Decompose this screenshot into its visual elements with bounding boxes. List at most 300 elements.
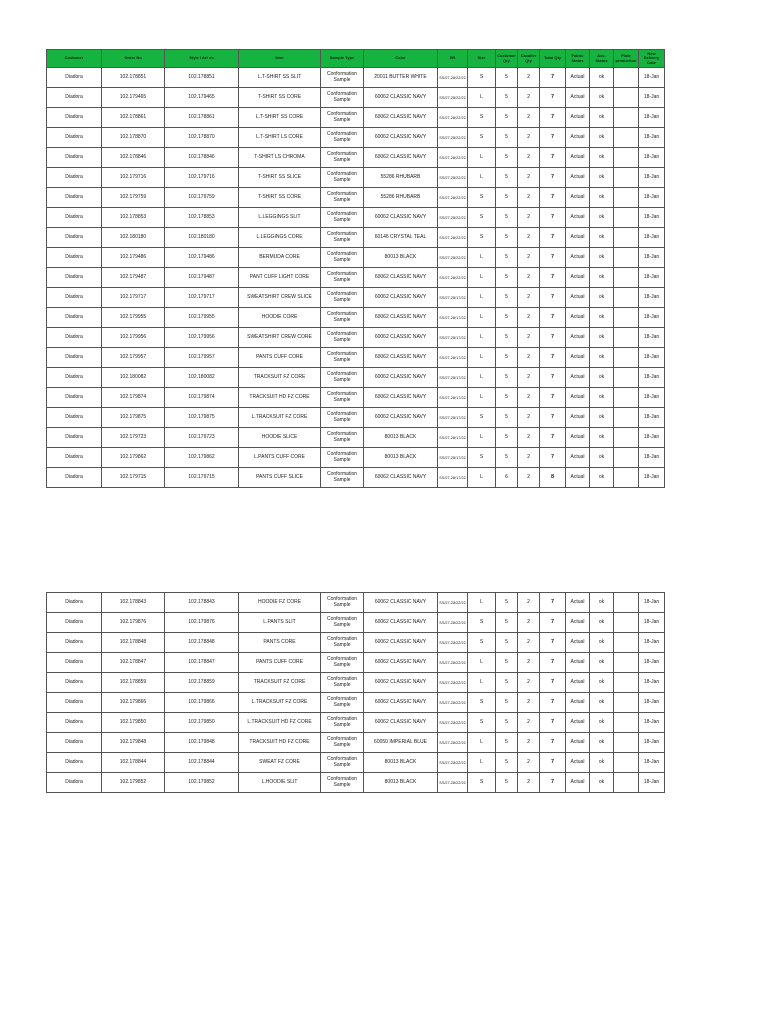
cell-fabric-status: Actual [566, 733, 590, 753]
cell-color: 60062 CLASSIC NAVY [364, 88, 438, 108]
cell-plate-production [614, 388, 639, 408]
cell-order-no: 102.179956 [102, 328, 165, 348]
cell-sr: SS/27-28/22/22 [438, 613, 468, 633]
cell-cavalier-qty: 2 [518, 308, 540, 328]
cell-fabric-status: Actual [566, 348, 590, 368]
cell-order-no: 102.178851 [102, 68, 165, 88]
cell-sample-type: Conformation Sample [321, 693, 364, 713]
header-customer: Customer [47, 50, 102, 68]
cell-customer-qty: 5 [496, 593, 518, 613]
cell-color: 60062 CLASSIC NAVY [364, 713, 438, 733]
cell-fabric-status: Actual [566, 593, 590, 613]
cell-customer-qty: 5 [496, 633, 518, 653]
cell-new-delivery-date: 18-Jan [639, 673, 665, 693]
cell-size: L [468, 348, 496, 368]
cell-acc-status: ok [590, 88, 614, 108]
cell-color: 60050 IMPERIAL BLUE [364, 733, 438, 753]
cell-color: 80013 BLACK [364, 428, 438, 448]
cell-color: 60062 CLASSIC NAVY [364, 288, 438, 308]
table-row [47, 773, 665, 793]
cell-acc-status: ok [590, 653, 614, 673]
cell-sr: SS/27-28/22/22 [438, 773, 468, 793]
cell-plate-production [614, 248, 639, 268]
cell-acc-status: ok [590, 693, 614, 713]
cell-customer: Diadora [47, 613, 102, 633]
cell-color: 60062 CLASSIC NAVY [364, 108, 438, 128]
cell-cavalier-qty: 2 [518, 593, 540, 613]
cell-cavalier-qty: 2 [518, 753, 540, 773]
cell-customer: Diadora [47, 633, 102, 653]
cell-new-delivery-date: 18-Jan [639, 188, 665, 208]
cell-order-no: 102.179957 [102, 348, 165, 368]
cell-size: L [468, 268, 496, 288]
cell-new-delivery-date: 18-Jan [639, 168, 665, 188]
cell-customer: Diadora [47, 653, 102, 673]
cell-order-no: 102.178870 [102, 128, 165, 148]
cell-size: S [468, 693, 496, 713]
cell-item: L.PANTS CUFF CORE [239, 448, 321, 468]
cell-color: 60062 CLASSIC NAVY [364, 408, 438, 428]
cell-fabric-status: Actual [566, 88, 590, 108]
cell-customer-qty: 5 [496, 653, 518, 673]
cell-plate-production [614, 188, 639, 208]
cell-customer: Diadora [47, 208, 102, 228]
cell-order-no: 102.179487 [102, 268, 165, 288]
table-row [47, 713, 665, 733]
cell-total-qty: 7 [540, 673, 566, 693]
cell-new-delivery-date: 18-Jan [639, 368, 665, 388]
cell-item: T-SHIRT SS SLICE [239, 168, 321, 188]
cell-sample-type: Conformation Sample [321, 753, 364, 773]
cell-item: PANTS CORE [239, 633, 321, 653]
cell-item: PANT CUFF LIGHT CORE [239, 268, 321, 288]
cell-customer: Diadora [47, 408, 102, 428]
cell-size: L [468, 388, 496, 408]
cell-color: 20011 BUTTER WHITE [364, 68, 438, 88]
cell-size: S [468, 68, 496, 88]
cell-plate-production [614, 428, 639, 448]
cell-customer-qty: 5 [496, 328, 518, 348]
cell-order-no: 102.179852 [102, 773, 165, 793]
cell-sr: SS/27-28/22/22 [438, 753, 468, 773]
cell-size: L [468, 248, 496, 268]
cell-item: L.TRACKSUIT HD FZ CORE [239, 713, 321, 733]
cell-size: S [468, 408, 496, 428]
cell-acc-status: ok [590, 68, 614, 88]
cell-plate-production [614, 68, 639, 88]
cell-total-qty: 7 [540, 108, 566, 128]
cell-sr: SS/27-28/17/22 [438, 288, 468, 308]
table-row [47, 128, 665, 148]
cell-size: S [468, 613, 496, 633]
header-sr: SR [438, 50, 468, 68]
cell-new-delivery-date: 18-Jan [639, 388, 665, 408]
cell-sample-type: Conformation Sample [321, 148, 364, 168]
cell-new-delivery-date: 18-Jan [639, 248, 665, 268]
cell-cavalier-qty: 2 [518, 653, 540, 673]
table-row [47, 188, 665, 208]
cell-style-art-no: 102.179862 [165, 448, 239, 468]
cell-customer-qty: 5 [496, 773, 518, 793]
cell-item: L.TRACKSUIT FZ CORE [239, 408, 321, 428]
cell-total-qty: 7 [540, 593, 566, 613]
cell-new-delivery-date: 18-Jan [639, 733, 665, 753]
cell-item: SWEAT FZ CORE [239, 753, 321, 773]
cell-acc-status: ok [590, 148, 614, 168]
cell-sr: SS/27-28/17/22 [438, 468, 468, 488]
cell-cavalier-qty: 2 [518, 388, 540, 408]
cell-style-art-no: 102.179956 [165, 328, 239, 348]
cell-acc-status: ok [590, 613, 614, 633]
cell-size: L [468, 428, 496, 448]
cell-total-qty: 8 [540, 468, 566, 488]
cell-total-qty: 7 [540, 348, 566, 368]
cell-sr: SS/27-28/17/22 [438, 348, 468, 368]
cell-order-no: 102.179874 [102, 388, 165, 408]
cell-item: TRACKSUIT FZ CORE [239, 368, 321, 388]
cell-new-delivery-date: 18-Jan [639, 288, 665, 308]
cell-fabric-status: Actual [566, 128, 590, 148]
cell-sr: SS/27-28/17/22 [438, 448, 468, 468]
cell-sample-type: Conformation Sample [321, 428, 364, 448]
cell-sample-type: Conformation Sample [321, 228, 364, 248]
cell-sample-type: Conformation Sample [321, 308, 364, 328]
cell-total-qty: 7 [540, 168, 566, 188]
cell-sr: SS/27-28/22/22 [438, 108, 468, 128]
cell-sr: SS/27-28/22/22 [438, 593, 468, 613]
cell-fabric-status: Actual [566, 713, 590, 733]
table-row [47, 348, 665, 368]
cell-style-art-no: 102.179717 [165, 288, 239, 308]
cell-item: L.LEGGINGS SLIT [239, 208, 321, 228]
cell-new-delivery-date: 18-Jan [639, 88, 665, 108]
cell-fabric-status: Actual [566, 753, 590, 773]
cell-color: 60062 CLASSIC NAVY [364, 128, 438, 148]
cell-plate-production [614, 653, 639, 673]
cell-style-art-no: 102.179850 [165, 713, 239, 733]
cell-total-qty: 7 [540, 753, 566, 773]
cell-acc-status: ok [590, 753, 614, 773]
cell-sample-type: Conformation Sample [321, 613, 364, 633]
cell-customer: Diadora [47, 268, 102, 288]
cell-cavalier-qty: 2 [518, 773, 540, 793]
cell-acc-status: ok [590, 248, 614, 268]
cell-style-art-no: 102.178861 [165, 108, 239, 128]
cell-style-art-no: 102.179715 [165, 468, 239, 488]
cell-order-no: 102.178844 [102, 753, 165, 773]
cell-acc-status: ok [590, 448, 614, 468]
cell-size: S [468, 713, 496, 733]
cell-item: BERMUDA CORE [239, 248, 321, 268]
cell-item: L.LEGGINGS CORE [239, 228, 321, 248]
cell-cavalier-qty: 2 [518, 68, 540, 88]
cell-plate-production [614, 448, 639, 468]
cell-plate-production [614, 593, 639, 613]
cell-size: L [468, 148, 496, 168]
cell-fabric-status: Actual [566, 168, 590, 188]
cell-plate-production [614, 228, 639, 248]
cell-size: S [468, 448, 496, 468]
cell-acc-status: ok [590, 368, 614, 388]
cell-sample-type: Conformation Sample [321, 68, 364, 88]
cell-sr: SS/27-28/22/22 [438, 88, 468, 108]
cell-customer: Diadora [47, 733, 102, 753]
cell-sample-type: Conformation Sample [321, 633, 364, 653]
cell-fabric-status: Actual [566, 208, 590, 228]
cell-plate-production [614, 613, 639, 633]
cell-size: S [468, 633, 496, 653]
table-row [47, 408, 665, 428]
cell-order-no: 102.179715 [102, 468, 165, 488]
table-row [47, 428, 665, 448]
cell-cavalier-qty: 2 [518, 713, 540, 733]
cell-sr: SS/27-28/22/22 [438, 148, 468, 168]
cell-size: L [468, 673, 496, 693]
cell-order-no: 102.179723 [102, 428, 165, 448]
cell-cavalier-qty: 2 [518, 693, 540, 713]
cell-style-art-no: 102.178844 [165, 753, 239, 773]
cell-item: PANTS CUFF SLICE [239, 468, 321, 488]
cell-sample-type: Conformation Sample [321, 268, 364, 288]
header-row [47, 50, 665, 68]
cell-item: L.T-SHIRT LS CORE [239, 128, 321, 148]
cell-customer: Diadora [47, 68, 102, 88]
cell-new-delivery-date: 18-Jan [639, 148, 665, 168]
cell-size: L [468, 753, 496, 773]
order-table-bottom [46, 592, 665, 793]
cell-total-qty: 7 [540, 288, 566, 308]
cell-item: T-SHIRT LS CHROMA [239, 148, 321, 168]
cell-order-no: 102.179875 [102, 408, 165, 428]
cell-order-no: 102.179465 [102, 88, 165, 108]
cell-total-qty: 7 [540, 633, 566, 653]
cell-total-qty: 7 [540, 408, 566, 428]
cell-fabric-status: Actual [566, 613, 590, 633]
cell-customer-qty: 5 [496, 208, 518, 228]
cell-acc-status: ok [590, 773, 614, 793]
cell-customer: Diadora [47, 593, 102, 613]
cell-cavalier-qty: 2 [518, 368, 540, 388]
cell-order-no: 102.178847 [102, 653, 165, 673]
cell-color: 60062 CLASSIC NAVY [364, 388, 438, 408]
cell-cavalier-qty: 2 [518, 428, 540, 448]
table-row [47, 248, 665, 268]
order-table-top [46, 49, 665, 488]
cell-cavalier-qty: 2 [518, 448, 540, 468]
table-row [47, 633, 665, 653]
cell-sr: SS/27-28/17/22 [438, 328, 468, 348]
table-row [47, 468, 665, 488]
cell-new-delivery-date: 18-Jan [639, 68, 665, 88]
cell-order-no: 102.178843 [102, 593, 165, 613]
header-item: Item [239, 50, 321, 68]
cell-fabric-status: Actual [566, 408, 590, 428]
cell-customer: Diadora [47, 713, 102, 733]
cell-item: TRACKSUIT FZ CORE [239, 673, 321, 693]
cell-plate-production [614, 693, 639, 713]
cell-plate-production [614, 368, 639, 388]
cell-customer: Diadora [47, 88, 102, 108]
cell-customer-qty: 5 [496, 713, 518, 733]
cell-color: 80013 BLACK [364, 248, 438, 268]
cell-order-no: 102.179486 [102, 248, 165, 268]
cell-customer: Diadora [47, 308, 102, 328]
cell-style-art-no: 102.178851 [165, 68, 239, 88]
cell-style-art-no: 102.179723 [165, 428, 239, 448]
table-row [47, 208, 665, 228]
cell-fabric-status: Actual [566, 228, 590, 248]
cell-customer-qty: 5 [496, 428, 518, 448]
cell-customer-qty: 5 [496, 108, 518, 128]
cell-plate-production [614, 773, 639, 793]
cell-new-delivery-date: 18-Jan [639, 693, 665, 713]
cell-size: S [468, 128, 496, 148]
cell-style-art-no: 102.180180 [165, 228, 239, 248]
cell-new-delivery-date: 18-Jan [639, 593, 665, 613]
cell-sample-type: Conformation Sample [321, 188, 364, 208]
cell-fabric-status: Actual [566, 673, 590, 693]
cell-cavalier-qty: 2 [518, 733, 540, 753]
cell-customer: Diadora [47, 428, 102, 448]
cell-color: 60062 CLASSIC NAVY [364, 468, 438, 488]
cell-sample-type: Conformation Sample [321, 593, 364, 613]
cell-fabric-status: Actual [566, 68, 590, 88]
cell-total-qty: 7 [540, 308, 566, 328]
cell-sample-type: Conformation Sample [321, 88, 364, 108]
cell-sr: SS/27-28/22/22 [438, 208, 468, 228]
cell-color: 60062 CLASSIC NAVY [364, 328, 438, 348]
cell-total-qty: 7 [540, 228, 566, 248]
cell-order-no: 102.179848 [102, 733, 165, 753]
cell-sample-type: Conformation Sample [321, 348, 364, 368]
cell-sr: SS/27-28/17/22 [438, 368, 468, 388]
cell-total-qty: 7 [540, 328, 566, 348]
cell-plate-production [614, 733, 639, 753]
cell-cavalier-qty: 2 [518, 328, 540, 348]
cell-sr: SS/27-28/22/22 [438, 268, 468, 288]
cell-acc-status: ok [590, 633, 614, 653]
header-sample-type: Sample Type [321, 50, 364, 68]
cell-sample-type: Conformation Sample [321, 248, 364, 268]
cell-total-qty: 7 [540, 428, 566, 448]
cell-fabric-status: Actual [566, 653, 590, 673]
cell-fabric-status: Actual [566, 773, 590, 793]
cell-fabric-status: Actual [566, 268, 590, 288]
cell-size: L [468, 468, 496, 488]
cell-sample-type: Conformation Sample [321, 653, 364, 673]
cell-sample-type: Conformation Sample [321, 733, 364, 753]
cell-customer: Diadora [47, 328, 102, 348]
cell-item: HOODIE CORE [239, 308, 321, 328]
cell-style-art-no: 102.179876 [165, 613, 239, 633]
cell-total-qty: 7 [540, 713, 566, 733]
cell-sr: SS/27-28/17/22 [438, 428, 468, 448]
cell-customer: Diadora [47, 753, 102, 773]
cell-sr: SS/27-28/22/22 [438, 653, 468, 673]
cell-size: L [468, 168, 496, 188]
cell-style-art-no: 102.178846 [165, 148, 239, 168]
cell-style-art-no: 102.179874 [165, 388, 239, 408]
cell-sr: SS/27-28/22/22 [438, 673, 468, 693]
cell-style-art-no: 102.179486 [165, 248, 239, 268]
cell-color: 60062 CLASSIC NAVY [364, 148, 438, 168]
cell-cavalier-qty: 2 [518, 268, 540, 288]
cell-color: 60062 CLASSIC NAVY [364, 693, 438, 713]
cell-style-art-no: 102.179848 [165, 733, 239, 753]
cell-cavalier-qty: 2 [518, 633, 540, 653]
cell-order-no: 102.178861 [102, 108, 165, 128]
cell-total-qty: 7 [540, 653, 566, 673]
cell-total-qty: 7 [540, 448, 566, 468]
table-row [47, 88, 665, 108]
cell-acc-status: ok [590, 208, 614, 228]
cell-fabric-status: Actual [566, 368, 590, 388]
cell-style-art-no: 102.179955 [165, 308, 239, 328]
cell-customer-qty: 5 [496, 733, 518, 753]
cell-item: PANTS CUFF CORE [239, 348, 321, 368]
cell-customer-qty: 5 [496, 228, 518, 248]
cell-style-art-no: 102.179716 [165, 168, 239, 188]
cell-style-art-no: 102.179465 [165, 88, 239, 108]
cell-sr: SS/27-28/17/22 [438, 308, 468, 328]
cell-plate-production [614, 148, 639, 168]
table-body-top [47, 68, 665, 488]
cell-new-delivery-date: 18-Jan [639, 408, 665, 428]
cell-customer-qty: 5 [496, 128, 518, 148]
cell-item: SWEATSHIRT CREW CORE [239, 328, 321, 348]
cell-color: 60062 CLASSIC NAVY [364, 268, 438, 288]
cell-sample-type: Conformation Sample [321, 108, 364, 128]
cell-order-no: 102.179862 [102, 448, 165, 468]
cell-total-qty: 7 [540, 248, 566, 268]
cell-customer: Diadora [47, 228, 102, 248]
cell-total-qty: 7 [540, 188, 566, 208]
cell-sr: SS/27-28/22/22 [438, 693, 468, 713]
cell-fabric-status: Actual [566, 308, 590, 328]
header-new-delivery-date: New Delivery Date [639, 50, 665, 68]
cell-order-no: 102.179955 [102, 308, 165, 328]
cell-plate-production [614, 128, 639, 148]
cell-total-qty: 7 [540, 368, 566, 388]
cell-fabric-status: Actual [566, 388, 590, 408]
cell-fabric-status: Actual [566, 148, 590, 168]
cell-size: S [468, 773, 496, 793]
cell-plate-production [614, 348, 639, 368]
cell-customer-qty: 5 [496, 408, 518, 428]
cell-item: T-SHIRT SS CORE [239, 88, 321, 108]
cell-fabric-status: Actual [566, 633, 590, 653]
cell-color: 60062 CLASSIC NAVY [364, 593, 438, 613]
cell-customer: Diadora [47, 693, 102, 713]
cell-sample-type: Conformation Sample [321, 288, 364, 308]
table-row [47, 288, 665, 308]
cell-color: 80013 BLACK [364, 448, 438, 468]
cell-item: HOODIE SLICE [239, 428, 321, 448]
cell-sr: SS/27-28/22/22 [438, 228, 468, 248]
cell-color: 60062 CLASSIC NAVY [364, 653, 438, 673]
cell-acc-status: ok [590, 408, 614, 428]
cell-style-art-no: 102.178853 [165, 208, 239, 228]
cell-fabric-status: Actual [566, 248, 590, 268]
cell-plate-production [614, 633, 639, 653]
cell-fabric-status: Actual [566, 328, 590, 348]
cell-plate-production [614, 328, 639, 348]
cell-sample-type: Conformation Sample [321, 713, 364, 733]
cell-style-art-no: 102.179957 [165, 348, 239, 368]
cell-plate-production [614, 713, 639, 733]
cell-sample-type: Conformation Sample [321, 128, 364, 148]
cell-sample-type: Conformation Sample [321, 328, 364, 348]
